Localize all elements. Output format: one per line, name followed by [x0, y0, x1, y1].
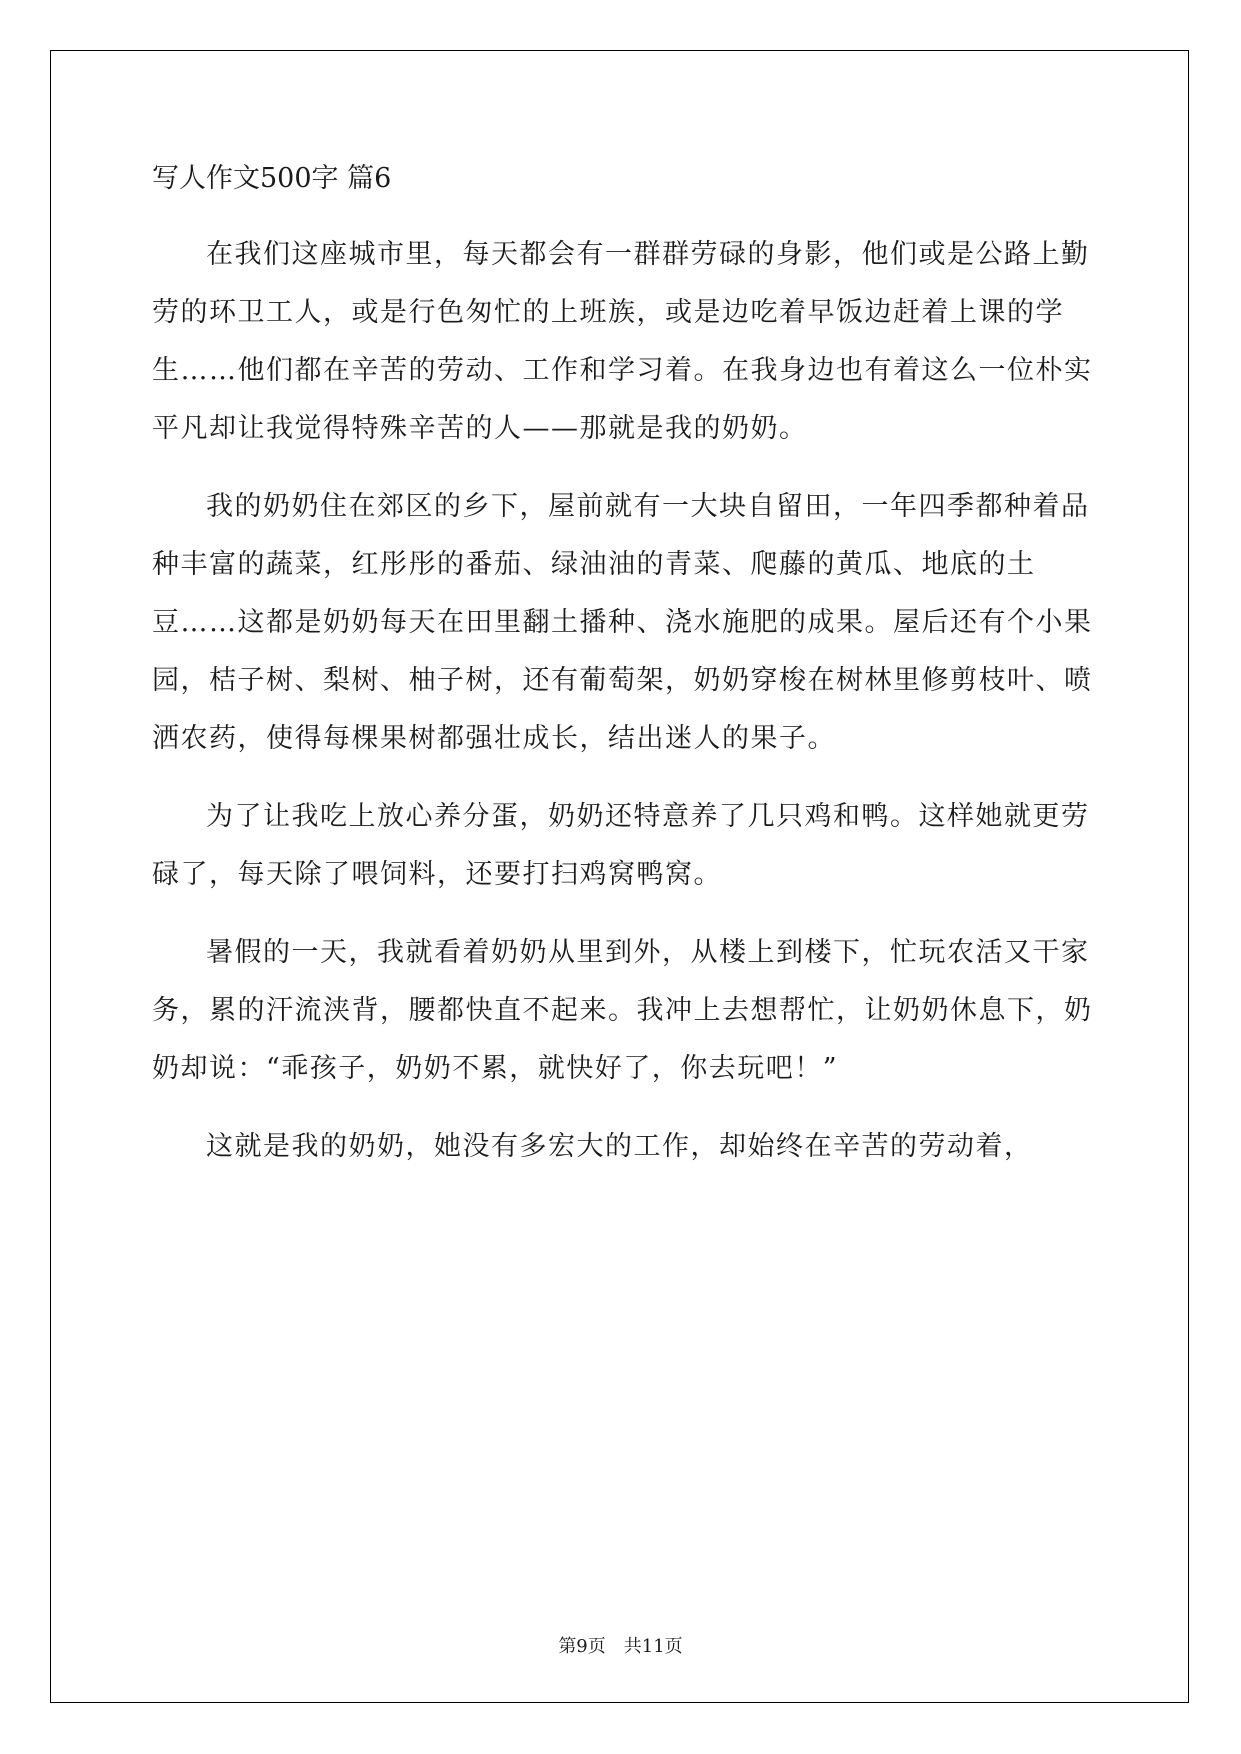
paragraph-5: 这就是我的奶奶，她没有多宏大的工作，却始终在辛苦的劳动着， — [206, 1131, 1033, 1162]
paragraph-3: 为了让我吃上放心养分蛋，奶奶还特意养了几只鸡和鸭。这样她就更劳碌了，每天除了喂饲料，还要打扫鸡窝鸭窝。 — [152, 801, 1090, 890]
page-footer — [0, 1632, 1241, 1658]
document-title: 写人作文500字 篇6 — [152, 163, 392, 194]
paragraph-4: 暑假的一天，我就看着奶奶从里到外，从楼上到楼下，忙玩农活又干家务，累的汗流浃背，腰都快直不起来。我冲上去想帮忙，让奶奶休息下，奶奶却说：“乖孩子，奶奶不累，就快好了，你去玩吧！” — [152, 937, 1093, 1084]
paragraph-1: 在我们这座城市里，每天都会有一群群劳碌的身影，他们或是公路上勤劳的环卫工人，或是行色匆忙的上班族，或是边吃着早饭边赶着上课的学生……他们都在辛苦的劳动、工作和学习着。在我身边也有着这么一位朴实平凡却让我觉得特殊辛苦的人——那就是我的奶奶。 — [152, 239, 1093, 444]
page-number: 第9页 共11页 — [558, 1636, 683, 1657]
paragraph-2: 我的奶奶住在郊区的乡下，屋前就有一大块自留田，一年四季都种着品种丰富的蔬菜，红彤彤的番茄、绿油油的青菜、爬藤的黄瓜、地底的土豆……这都是奶奶每天在田里翻土播种、浇水施肥的成果。屋后还有个小果园，桔子树、梨树、柚子树，还有葡萄架，奶奶穿梭在树林里修剪枝叶、喷洒农药，使得每棵果树都强壮成长，结出迷人的果子。 — [152, 491, 1093, 754]
document-body — [152, 160, 1097, 1176]
